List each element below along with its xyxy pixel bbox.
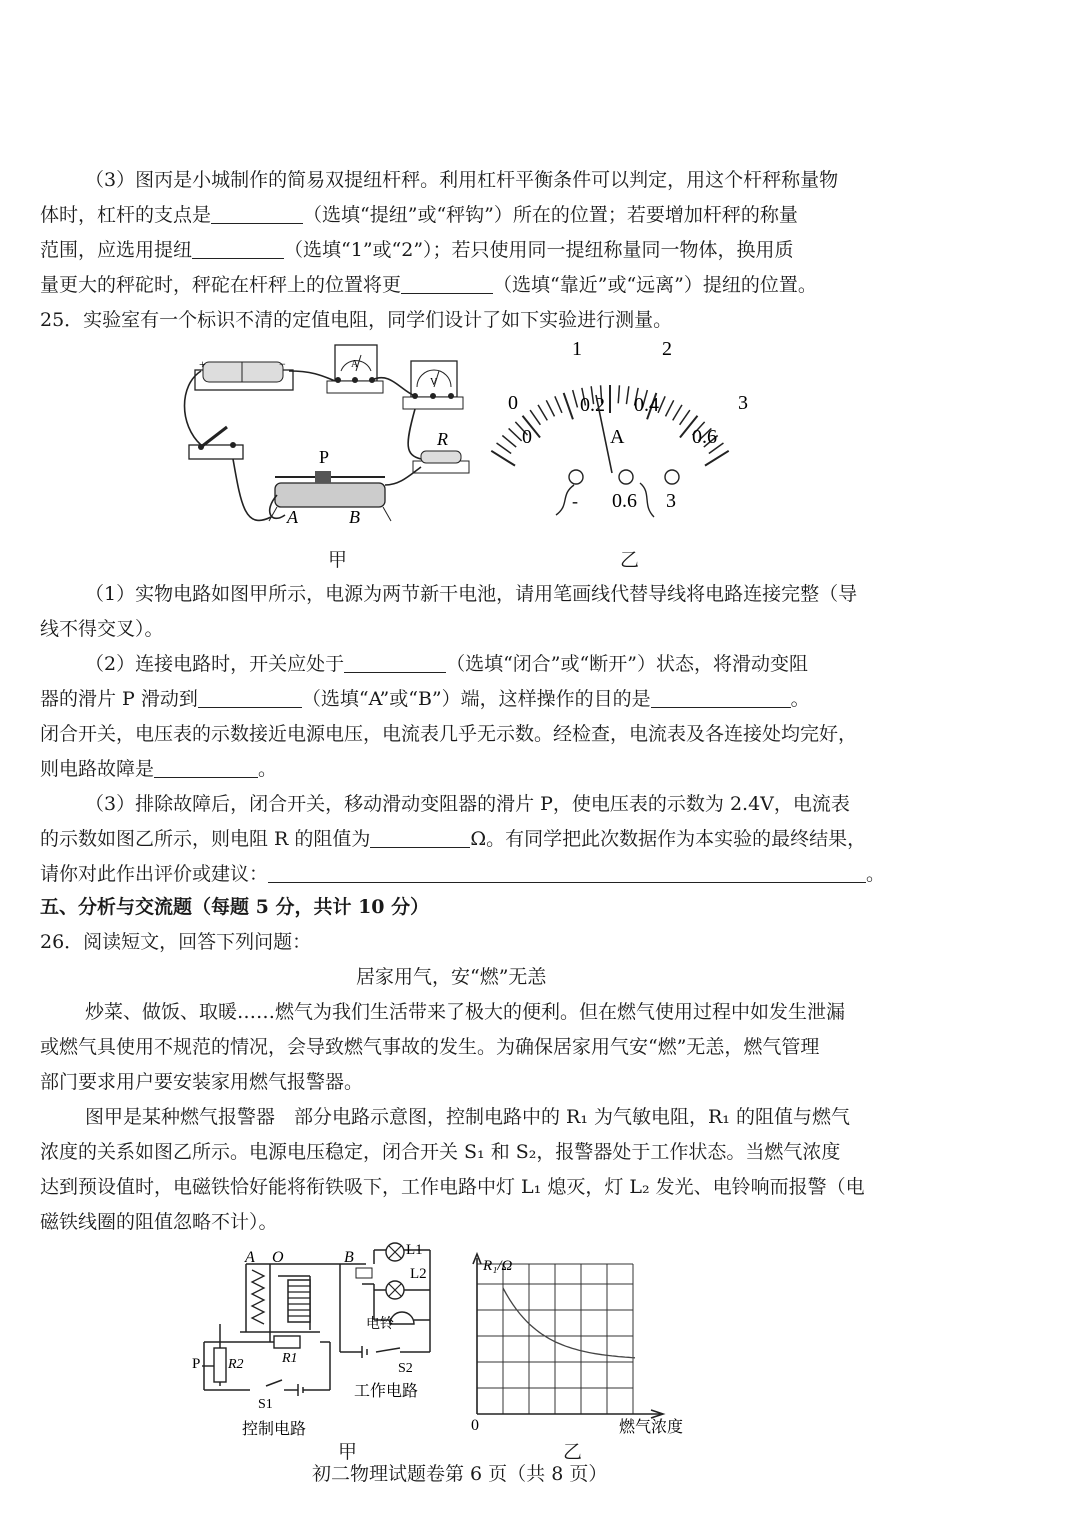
answer-blank-weight-position[interactable] xyxy=(401,273,493,294)
label-l2: L2 xyxy=(410,1266,427,1282)
voltmeter-icon xyxy=(403,361,463,409)
q24-3-l3-text-a: 范围，应选用提纽 xyxy=(40,239,193,261)
dial-tick xyxy=(509,428,522,440)
knife-switch-icon xyxy=(189,427,243,459)
terminal-3-label: 3 xyxy=(666,490,676,512)
dial-bottom-tick-0-2: 0.2 xyxy=(580,394,605,416)
dial-tick xyxy=(546,400,554,416)
q24-3-line-1: （3）图丙是小城制作的简易双提纽杆秤。利用杠杆平衡条件可以判定，用这个杆秤称量物 xyxy=(85,169,839,191)
q24-3-l3-text-b: （选填“1”或“2”）；若只使用同一提纽称量同一物体，换用质 xyxy=(284,239,794,261)
dial-tick xyxy=(658,396,665,413)
answer-blank-switch-state[interactable] xyxy=(344,652,446,673)
terminal-negative-label: - xyxy=(572,491,578,511)
q24-3-line-3 xyxy=(40,238,794,262)
graph-y-label: R₁/Ω xyxy=(483,1258,513,1274)
dial-tick xyxy=(564,393,573,419)
answer-blank-fulcrum[interactable] xyxy=(211,203,303,224)
q25-3-l2-text-b: Ω。有同学把此次数据作为本实验的最终结果， xyxy=(470,828,867,850)
q25-circuit-figure xyxy=(175,335,485,545)
q25-2-line-1 xyxy=(85,652,808,676)
q26-figure-jia-caption: 甲 xyxy=(338,1441,358,1463)
terminal-b-label: B xyxy=(349,507,360,527)
contact-b-icon xyxy=(356,1268,372,1278)
voltmeter-label: V xyxy=(430,377,438,388)
answer-blank-purpose[interactable] xyxy=(651,687,791,708)
battery-pack-icon xyxy=(195,357,293,390)
article-title: 居家用气，安“燃”无恙 xyxy=(356,966,547,988)
dial-bottom-tick-0-6: 0.6 xyxy=(692,426,717,448)
q25-figure-yi-caption: 乙 xyxy=(620,549,640,571)
label-s2: S2 xyxy=(398,1361,413,1376)
label-s1: S1 xyxy=(258,1397,273,1412)
battery-plus-label: + xyxy=(199,357,206,371)
ammeter-icon xyxy=(327,345,383,393)
label-l1: L1 xyxy=(406,1242,423,1258)
q25-3-l3-text-a: 请你对此作出评价或建议： xyxy=(40,863,269,885)
wire-0-6 xyxy=(640,483,654,517)
q25-figure-jia-caption: 甲 xyxy=(328,549,348,571)
page-footer: 初二物理试题卷第 6 页（共 8 页） xyxy=(312,1463,608,1485)
q25-3-line-3 xyxy=(40,862,885,886)
graph-origin-label: 0 xyxy=(471,1417,479,1434)
label-o: O xyxy=(272,1249,284,1266)
q24-3-line-2 xyxy=(40,203,798,227)
q26-r1-graph xyxy=(465,1248,705,1443)
article-para-2-line-3: 达到预设值时，电磁铁恰好能将衔铁吸下，工作电路中灯 L₁ 熄灭，灯 L₂ 发光、电铃响而报警（电 xyxy=(40,1176,865,1198)
q24-3-l4-text-a: 量更大的秤砣时，秤砣在杆秤上的位置将更 xyxy=(40,274,402,296)
q25-2-l4-text-b: 。 xyxy=(258,758,278,780)
resistor-r1-icon xyxy=(274,1336,300,1348)
q25-3-line-2 xyxy=(40,827,866,851)
dial-unit-label: A xyxy=(610,426,625,448)
article-para-1-line-2: 或燃气具使用不规范的情况，会导致燃气事故的发生。为确保居家用气安“燃”无恙，燃气管理 xyxy=(40,1036,820,1058)
label-work-circuit: 工作电路 xyxy=(354,1383,419,1400)
q25-1-line-1: （1）实物电路如图甲所示，电源为两节新干电池，请用笔画线代替导线将电路连接完整（导 xyxy=(85,583,858,605)
q25-2-l2-text-c: 。 xyxy=(790,688,810,710)
answer-blank-fault[interactable] xyxy=(154,757,258,778)
ammeter-label: A xyxy=(351,359,359,370)
dial-tick xyxy=(673,405,682,420)
label-bell: 电铃 xyxy=(366,1317,394,1332)
q25-stem: 25．实验室有一个标识不清的定值电阻，同学们设计了如下实验进行测量。 xyxy=(40,309,673,331)
article-para-2-line-1: 图甲是某种燃气报警器 部分电路示意图，控制电路中的 R₁ 为气敏电阻，R₁ 的阻值与燃气 xyxy=(85,1106,850,1128)
article-para-2-line-4: 磁铁线圈的阻值忽略不计）。 xyxy=(40,1211,278,1233)
q25-2-l2-text-b: （选填“A”或“B”）端，这样操作的目的是 xyxy=(301,688,651,710)
q25-3-l3-text-b: 。 xyxy=(866,863,886,885)
article-para-1-line-3: 部门要求用户要安装家用燃气报警器。 xyxy=(40,1071,364,1093)
q25-2-l4-text-a: 则电路故障是 xyxy=(40,758,155,780)
q24-3-l2-text-b: （选填“提纽”或“秤钩”）所在的位置；若要增加杆秤的称量 xyxy=(303,204,798,226)
section-5-title: 五、分析与交流题（每题 5 分，共计 10 分） xyxy=(40,896,430,918)
q26-figure-yi-caption: 乙 xyxy=(563,1441,583,1463)
dial-top-tick-2: 2 xyxy=(662,338,672,360)
spring-icon xyxy=(252,1270,264,1324)
answer-blank-slider-end[interactable] xyxy=(198,687,302,708)
label-r2: R2 xyxy=(228,1357,244,1372)
graph-curve xyxy=(503,1288,635,1358)
label-control-circuit: 控制电路 xyxy=(242,1421,307,1438)
dial-bottom-tick-0-4: 0.4 xyxy=(634,394,659,416)
q25-3-l2-text-a: 的示数如图乙所示，则电阻 R 的阻值为 xyxy=(40,828,371,850)
q26-stem: 26．阅读短文，回答下列问题： xyxy=(40,931,312,953)
dial-top-tick-0: 0 xyxy=(508,392,518,414)
resistor-r-icon xyxy=(413,429,469,473)
q25-ammeter-dial-figure xyxy=(490,335,760,525)
rheostat-r2-icon xyxy=(214,1348,226,1382)
answer-blank-resistance[interactable] xyxy=(370,827,470,848)
dial-tick xyxy=(497,443,512,454)
label-b: B xyxy=(344,1249,354,1266)
dial-top-tick-1: 1 xyxy=(572,338,582,360)
terminal-0-6-label: 0.6 xyxy=(612,490,637,512)
q26-alarm-circuit-figure xyxy=(190,1240,450,1440)
dial-tick xyxy=(502,436,516,448)
q25-2-line-3: 闭合开关，电压表的示数接近电源电压，电流表几乎无示数。经检查，电流表及各连接处均完好， xyxy=(40,723,858,745)
graph-x-label: 燃气浓度 xyxy=(619,1419,684,1436)
q25-3-line-1: （3）排除故障后，闭合开关，移动滑动变阻器的滑片 P，使电压表的示数为 2.4V，电流表 xyxy=(85,793,850,815)
article-para-1-line-1: 炒菜、做饭、取暖……燃气为我们生活带来了极大的便利。但在燃气使用过程中如发生泄漏 xyxy=(85,1001,846,1023)
dial-tick xyxy=(618,385,619,403)
q25-2-line-4 xyxy=(40,757,277,781)
terminal-a-label: A xyxy=(287,507,298,527)
dial-tick xyxy=(555,396,562,413)
answer-blank-hook-choice[interactable] xyxy=(192,238,284,259)
graph-grid xyxy=(477,1264,633,1414)
dial-tick xyxy=(530,410,540,425)
dial-tick xyxy=(573,390,578,407)
answer-blank-evaluation[interactable] xyxy=(268,862,866,883)
dial-top-tick-3: 3 xyxy=(738,392,748,414)
q25-1-line-2: 线不得交叉）。 xyxy=(40,618,164,640)
q24-3-l4-text-b: （选填“靠近”或“远离”）提纽的位置。 xyxy=(493,274,817,296)
dial-tick xyxy=(666,400,674,416)
label-r1: R1 xyxy=(282,1351,298,1366)
slider-p-label: P xyxy=(319,447,330,467)
dial-bottom-tick-0: 0 xyxy=(522,426,532,448)
resistor-r-label: R xyxy=(437,429,448,449)
dial-tick xyxy=(626,386,628,404)
q25-2-l1-text-a: （2）连接电路时，开关应处于 xyxy=(85,653,345,675)
q24-3-l2-text-a: 体时，杠杆的支点是 xyxy=(40,204,212,226)
terminal-negative xyxy=(569,470,583,484)
q25-2-l1-text-b: （选填“闭合”或“断开”）状态，将滑动变阻 xyxy=(446,653,808,675)
battery-minus-label: − xyxy=(279,357,286,371)
rheostat-icon xyxy=(269,447,391,527)
q25-2-l2-text-a: 器的滑片 P 滑动到 xyxy=(40,688,198,710)
dial-tick xyxy=(680,410,690,425)
label-a: A xyxy=(245,1249,255,1266)
article-para-2-line-2: 浓度的关系如图乙所示。电源电压稳定，闭合开关 S₁ 和 S₂，报警器处于工作状态。当燃气浓度 xyxy=(40,1141,841,1163)
dial-tick xyxy=(538,405,547,420)
q24-3-line-4 xyxy=(40,273,817,297)
terminal-3 xyxy=(665,470,679,484)
q25-2-line-2 xyxy=(40,687,810,711)
label-p: P xyxy=(192,1356,201,1372)
terminal-0-6 xyxy=(619,470,633,484)
